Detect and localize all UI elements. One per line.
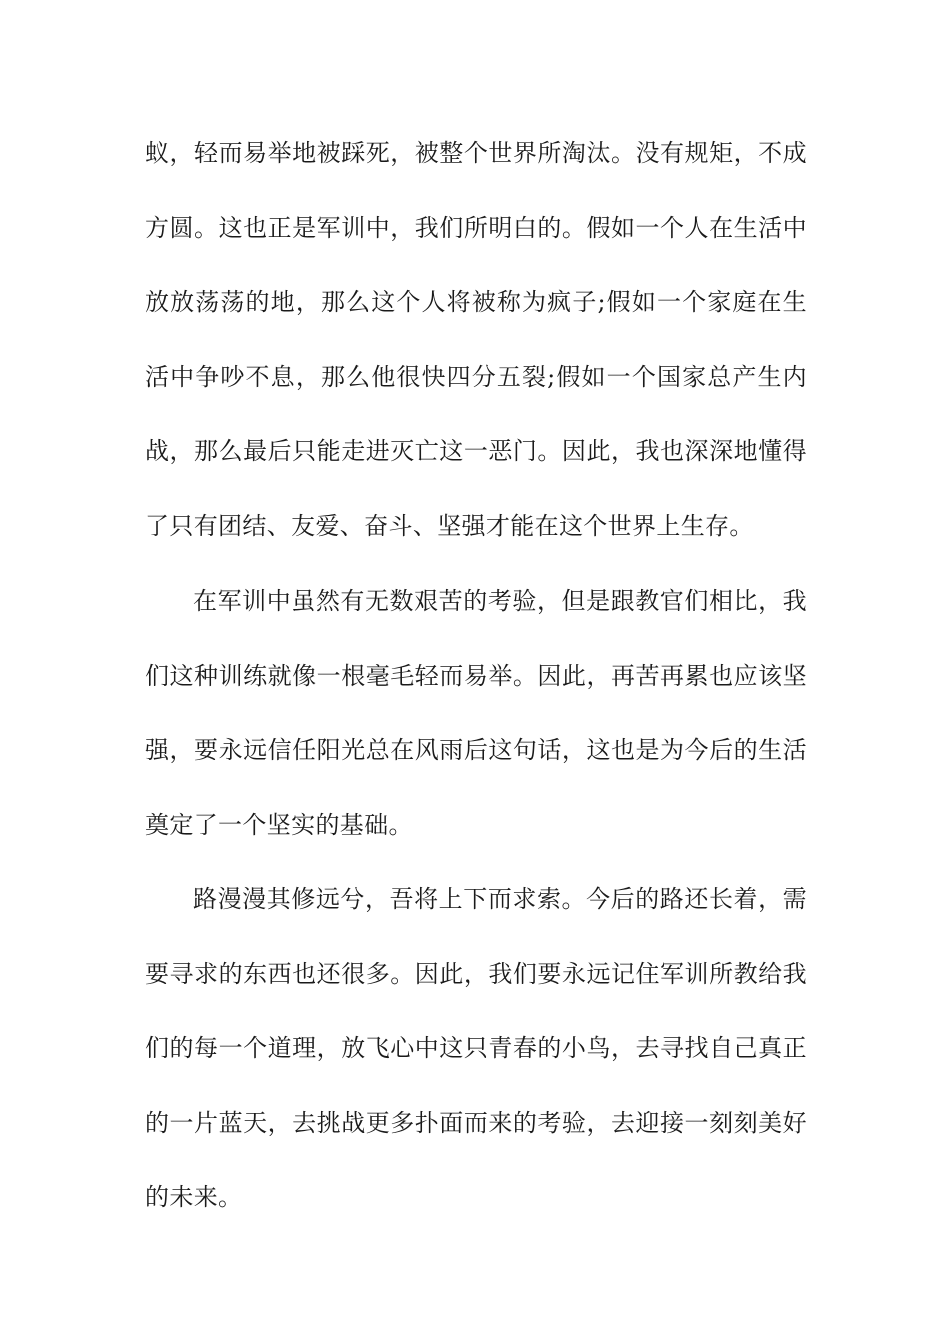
paragraph-2: 在军训中虽然有无数艰苦的考验，但是跟教官们相比，我们这种训练就像一根毫毛轻而易举。因此，再苦再累也应该坚强，要永远信任阳光总在风雨后这句话，这也是为今后的生活奠定了一个坚实的基础。 — [145, 587, 807, 839]
paragraph-1: 蚁，轻而易举地被踩死，被整个世界所淘汰。没有规矩，不成方圆。这也正是军训中，我们所明白的。假如一个人在生活中放放荡荡的地，那么这个人将被称为疯子;假如一个家庭在生活中争吵不息，那么他很快四分五裂;假如一个国家总产生内战，那么最后只能走进灭亡这一恶门。因此，我也深深地懂得了只有团结、友爱、奋斗、坚强才能在这个世界上生存。 — [145, 139, 807, 540]
paragraph-3: 路漫漫其修远兮，吾将上下而求索。今后的路还长着，需要寻求的东西也还很多。因此，我们要永远记住军训所教给我们的每一个道理，放飞心中这只青春的小鸟，去寻找自己真正的一片蓝天，去挑战更多扑面而来的考验，去迎接一刻刻美好的未来。 — [145, 885, 807, 1211]
